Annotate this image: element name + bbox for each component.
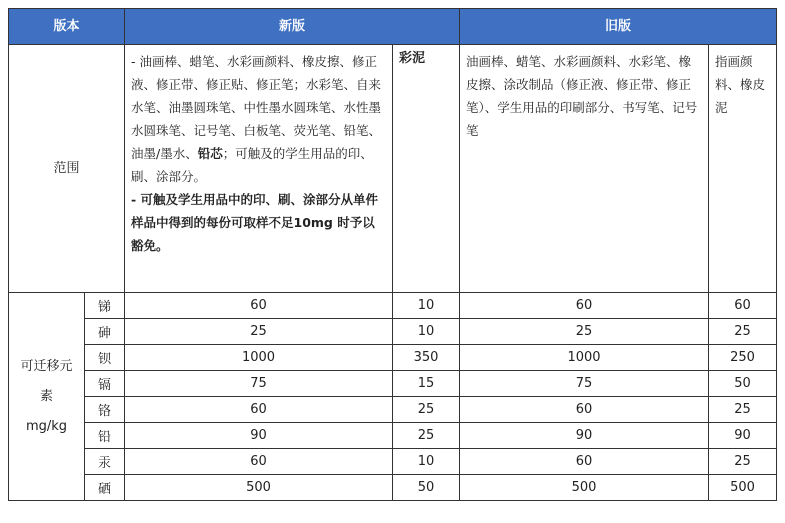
- new-sub-value: 15: [393, 371, 460, 397]
- new-sub-value: 50: [393, 475, 460, 501]
- new-sub-value: 10: [393, 319, 460, 345]
- new-sub-value: 10: [393, 449, 460, 475]
- element-row: [9, 397, 777, 423]
- migratable-label: [9, 293, 85, 501]
- element-row: [9, 345, 777, 371]
- old-main-value: 60: [460, 397, 709, 423]
- migratable-label-line2: 素: [39, 388, 53, 404]
- element-row: [9, 319, 777, 345]
- element-name: 硒: [85, 475, 125, 501]
- old-sub-value: 250: [709, 345, 777, 371]
- element-name: 钡: [85, 345, 125, 371]
- scope-old-sub: 指画颜料、橡皮泥: [709, 45, 777, 293]
- new-sub-value: 350: [393, 345, 460, 371]
- header-new: 新版: [125, 9, 460, 45]
- old-sub-value: 90: [709, 423, 777, 449]
- old-sub-value: 60: [709, 293, 777, 319]
- old-main-value: 60: [460, 293, 709, 319]
- element-row: [9, 449, 777, 475]
- scope-old-main: 油画棒、蜡笔、水彩画颜料、水彩笔、橡皮擦、涂改制品（修正液、修正带、修正笔）、学生用品的印刷部分、书写笔、记号笔: [460, 45, 709, 293]
- migratable-label-line1: 可迁移元: [20, 358, 73, 374]
- old-sub-value: 25: [709, 449, 777, 475]
- old-main-value: 90: [460, 423, 709, 449]
- new-sub-value: 10: [393, 293, 460, 319]
- new-main-value: 25: [125, 319, 393, 345]
- scope-new-exemption: - 可触及学生用品中的印、刷、涂部分从单件样品中得到的每份可取样不足10mg 时予以豁免。: [131, 192, 379, 253]
- scope-new-sub: 彩泥: [393, 45, 460, 293]
- header-row: [9, 9, 777, 45]
- standard-table: [8, 8, 777, 501]
- new-sub-value: 25: [393, 423, 460, 449]
- new-sub-value: 25: [393, 397, 460, 423]
- header-old: 旧版: [460, 9, 777, 45]
- old-sub-value: 50: [709, 371, 777, 397]
- old-sub-value: 25: [709, 319, 777, 345]
- element-row: [9, 293, 777, 319]
- scope-new-text-tail: ；可触及的学生用品的印、刷、涂部分。: [131, 146, 373, 184]
- header-version: 版本: [9, 9, 125, 45]
- old-main-value: 75: [460, 371, 709, 397]
- old-main-value: 25: [460, 319, 709, 345]
- element-row: [9, 475, 777, 501]
- element-name: 汞: [85, 449, 125, 475]
- element-name: 镉: [85, 371, 125, 397]
- old-sub-value: 500: [709, 475, 777, 501]
- new-main-value: 60: [125, 397, 393, 423]
- element-name: 铬: [85, 397, 125, 423]
- comparison-table: [8, 8, 777, 501]
- scope-new-text: - 油画棒、蜡笔、水彩画颜料、橡皮擦、修正液、修正带、修正贴、修正笔；水彩笔、自来水笔、油墨圆珠笔、中性墨水圆珠笔、水性墨水圆珠笔、记号笔、白板笔、荧光笔、铅笔、油墨/墨水、: [131, 54, 382, 161]
- element-row: [9, 371, 777, 397]
- scope-label: 范围: [9, 45, 125, 293]
- old-main-value: 1000: [460, 345, 709, 371]
- element-name: 锑: [85, 293, 125, 319]
- element-name: 砷: [85, 319, 125, 345]
- new-main-value: 75: [125, 371, 393, 397]
- new-main-value: 500: [125, 475, 393, 501]
- new-main-value: 90: [125, 423, 393, 449]
- old-sub-value: 25: [709, 397, 777, 423]
- scope-new-main: [125, 45, 393, 293]
- migratable-unit: mg/kg: [25, 418, 68, 434]
- scope-row: [9, 45, 777, 293]
- element-row: [9, 423, 777, 449]
- element-name: 铅: [85, 423, 125, 449]
- scope-new-bold-term: 铅芯: [197, 146, 223, 161]
- old-main-value: 500: [460, 475, 709, 501]
- new-main-value: 1000: [125, 345, 393, 371]
- new-main-value: 60: [125, 449, 393, 475]
- new-main-value: 60: [125, 293, 393, 319]
- old-main-value: 60: [460, 449, 709, 475]
